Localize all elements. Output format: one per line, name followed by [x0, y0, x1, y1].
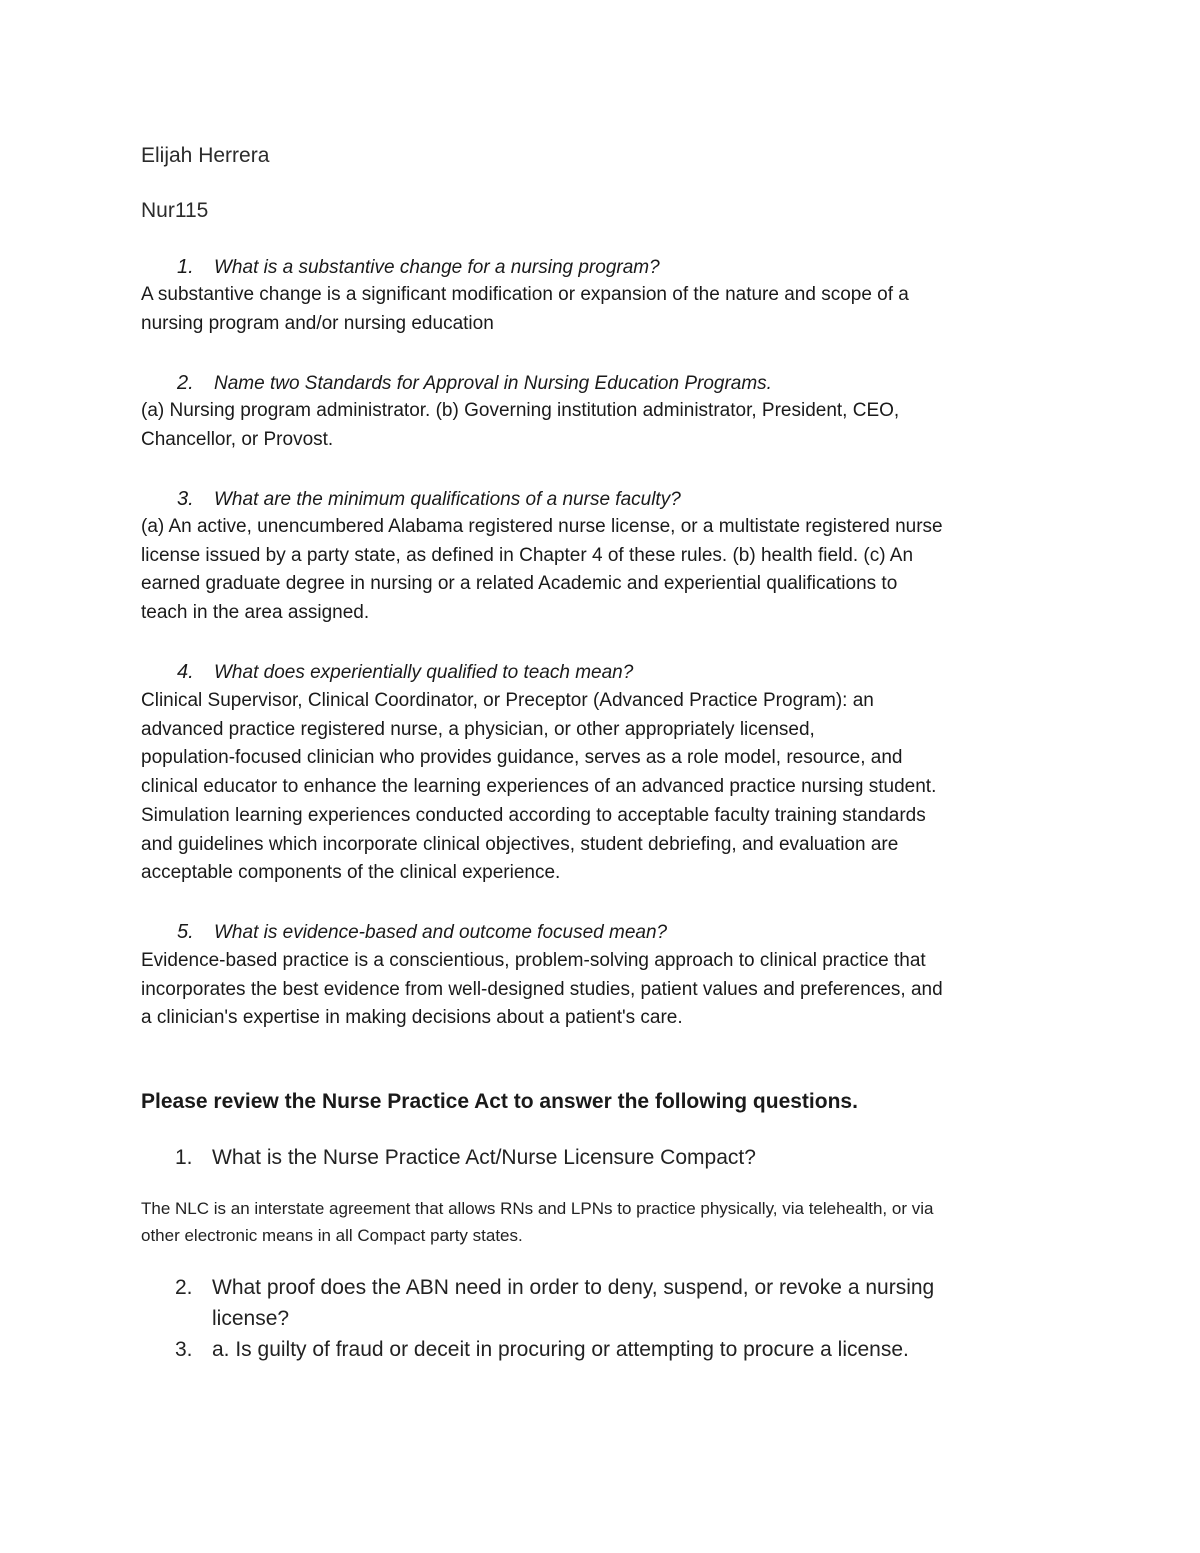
question-number: 2. — [177, 372, 194, 394]
question-text: What proof does the ABN need in order to deny, suspend, or revoke a nursing — [212, 1276, 935, 1299]
question-text: What is a substantive change for a nursing program? — [214, 257, 660, 278]
answer-line: other electronic means in all Compact party states. — [141, 1226, 523, 1245]
answer-line: license issued by a party state, as defined in Chapter 4 of these rules. (b) health field. (c) An — [141, 544, 914, 566]
question-text: What are the minimum qualifications of a nurse faculty? — [214, 489, 681, 510]
question-number: 3. — [175, 1338, 193, 1361]
answer-5 — [141, 947, 1061, 1033]
answer-line: a clinician's expertise in making decisions about a patient's care. — [141, 1007, 683, 1029]
question-3 — [141, 485, 681, 514]
npa-answer-1 — [141, 1195, 1081, 1249]
answer-line: The NLC is an interstate agreement that allows RNs and LPNs to practice physically, via telehealth, or via — [141, 1199, 934, 1218]
npa-question-2 — [141, 1272, 934, 1334]
answer-4 — [141, 687, 1061, 888]
answer-line: and guidelines which incorporate clinical objectives, student debriefing, and evaluation are — [141, 833, 899, 855]
question-1 — [141, 253, 660, 282]
answer-line: population-focused clinician who provides guidance, serves as a role model, resource, and — [141, 747, 903, 769]
answer-line: earned graduate degree in nursing or a related Academic and experiential qualifications to — [141, 573, 898, 595]
question-4 — [141, 658, 633, 687]
question-text-continued: license? — [212, 1307, 290, 1330]
answer-line: Simulation learning experiences conducted according to acceptable faculty training standards — [141, 804, 926, 826]
student-name: Elijah Herrera — [141, 144, 270, 167]
question-number: 1. — [175, 1146, 193, 1169]
question-2 — [141, 369, 772, 398]
answer-1 — [141, 281, 1061, 338]
answer-line: (a) An active, unencumbered Alabama registered nurse license, or a multistate registered nurse — [141, 516, 943, 537]
question-text: What is the Nurse Practice Act/Nurse Licensure Compact? — [212, 1146, 756, 1169]
npa-question-1 — [141, 1142, 756, 1173]
answer-line: teach in the area assigned. — [141, 602, 370, 624]
question-number: 2. — [175, 1276, 193, 1299]
answer-line: incorporates the best evidence from well-designed studies, patient values and preferences, and — [141, 978, 943, 1000]
answer-2 — [141, 397, 1061, 454]
question-number: 4. — [177, 661, 194, 683]
answer-line: Evidence-based practice is a conscientious, problem-solving approach to clinical practice that — [141, 950, 926, 971]
question-number: 5. — [177, 921, 194, 943]
answer-line: clinical educator to enhance the learning experiences of an advanced practice nursing student. — [141, 776, 937, 798]
course-code: Nur115 — [141, 199, 209, 222]
question-number: 1. — [177, 256, 194, 278]
question-number: 3. — [177, 488, 194, 510]
answer-line: advanced practice registered nurse, a physician, or other appropriately licensed, — [141, 718, 815, 740]
npa-question-3 — [141, 1334, 909, 1365]
answer-line: Clinical Supervisor, Clinical Coordinator, or Preceptor (Advanced Practice Program): an — [141, 690, 874, 711]
question-text: Name two Standards for Approval in Nursing Education Programs. — [214, 373, 772, 394]
answer-line: A substantive change is a significant modification or expansion of the nature and scope of a — [141, 284, 909, 305]
section-heading: Please review the Nurse Practice Act to answer the following questions. — [141, 1090, 858, 1113]
answer-line: acceptable components of the clinical experience. — [141, 862, 561, 884]
question-text: a. Is guilty of fraud or deceit in procuring or attempting to procure a license. — [212, 1338, 909, 1361]
question-text: What is evidence-based and outcome focused mean? — [214, 922, 668, 943]
answer-3 — [141, 513, 1061, 628]
question-5 — [141, 918, 667, 947]
answer-line: nursing program and/or nursing education — [141, 312, 494, 334]
question-text: What does experientially qualified to teach mean? — [214, 662, 634, 683]
answer-line: (a) Nursing program administrator. (b) Governing institution administrator, President, CEO, — [141, 400, 900, 421]
answer-line: Chancellor, or Provost. — [141, 428, 334, 450]
